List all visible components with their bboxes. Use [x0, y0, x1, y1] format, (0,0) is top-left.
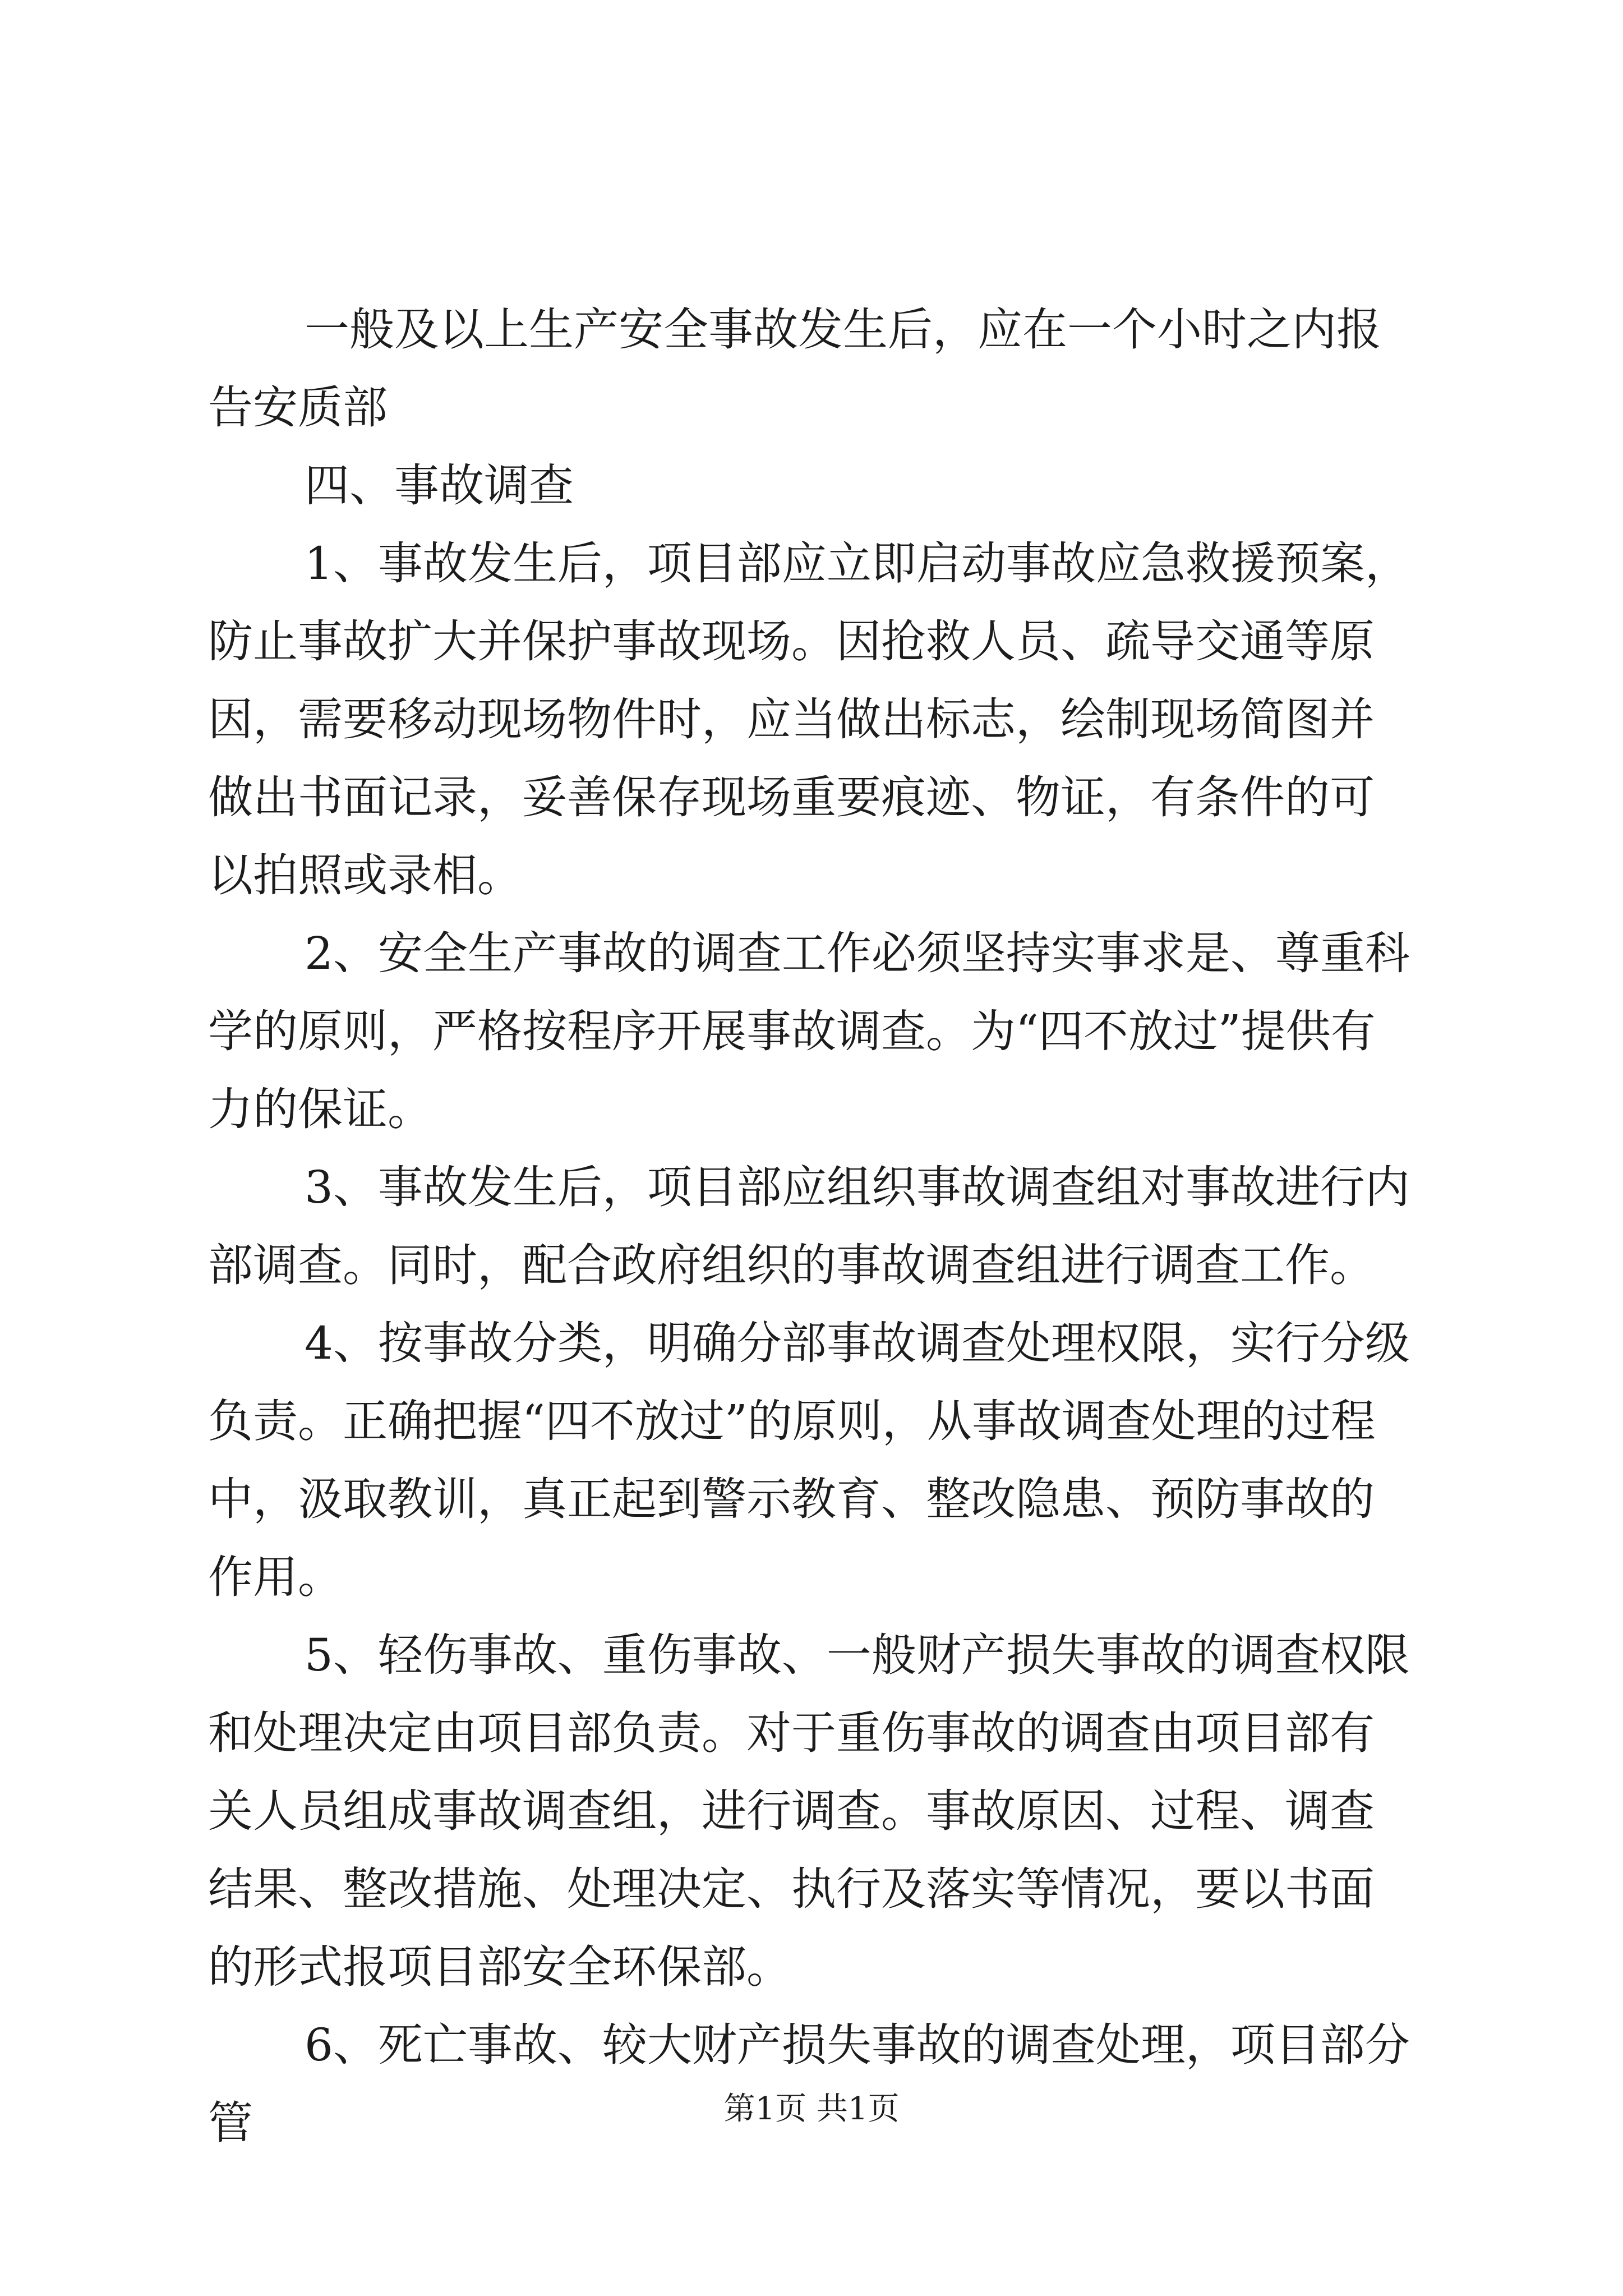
page-footer: 第1页 共1页: [723, 2091, 900, 2127]
paragraph-item-6: 6、死亡事故、较大财产损失事故的调查处理，项目部分管: [208, 2019, 1410, 2149]
paragraph-report-requirement: 一般及以上生产安全事故发生后，应在一个小时之内报告安质部: [208, 303, 1381, 434]
paragraph-item-1: 1、事故发生后，项目部应立即启动事故应急救援预案，防止事故扩大并保护事故现场。因抢救人员、疏导交通等原因，需要移动现场物件时，应当做出标志，绘制现场简图并做出书面记录，妥善保存现场重要痕迹、物证，有条件的可以拍照或录相。: [208, 537, 1410, 901]
section-heading-accident-investigation: 四、事故调查: [305, 459, 574, 512]
document-body: [208, 291, 1414, 2162]
paragraph-item-4: 4、按事故分类，明确分部事故调查处理权限，实行分级负责。正确把握“四不放过”的原则，从事故调查处理的过程中，汲取教训，真正起到警示教育、整改隐患、预防事故的作用。: [208, 1317, 1410, 1603]
paragraph-item-2: 2、安全生产事故的调查工作必须坚持实事求是、尊重科学的原则，严格按程序开展事故调查。为“四不放过”提供有力的保证。: [208, 927, 1410, 1135]
paragraph-item-3: 3、事故发生后，项目部应组织事故调查组对事故进行内部调查。同时，配合政府组织的事故调查组进行调查工作。: [208, 1161, 1410, 1291]
paragraph-item-5: 5、轻伤事故、重伤事故、一般财产损失事故的调查权限和处理决定由项目部负责。对于重伤事故的调查由项目部有关人员组成事故调查组，进行调查。事故原因、过程、调查结果、整改措施、处理决定、执行及落实等情况，要以书面的形式报项目部安全环保部。: [208, 1629, 1410, 1993]
